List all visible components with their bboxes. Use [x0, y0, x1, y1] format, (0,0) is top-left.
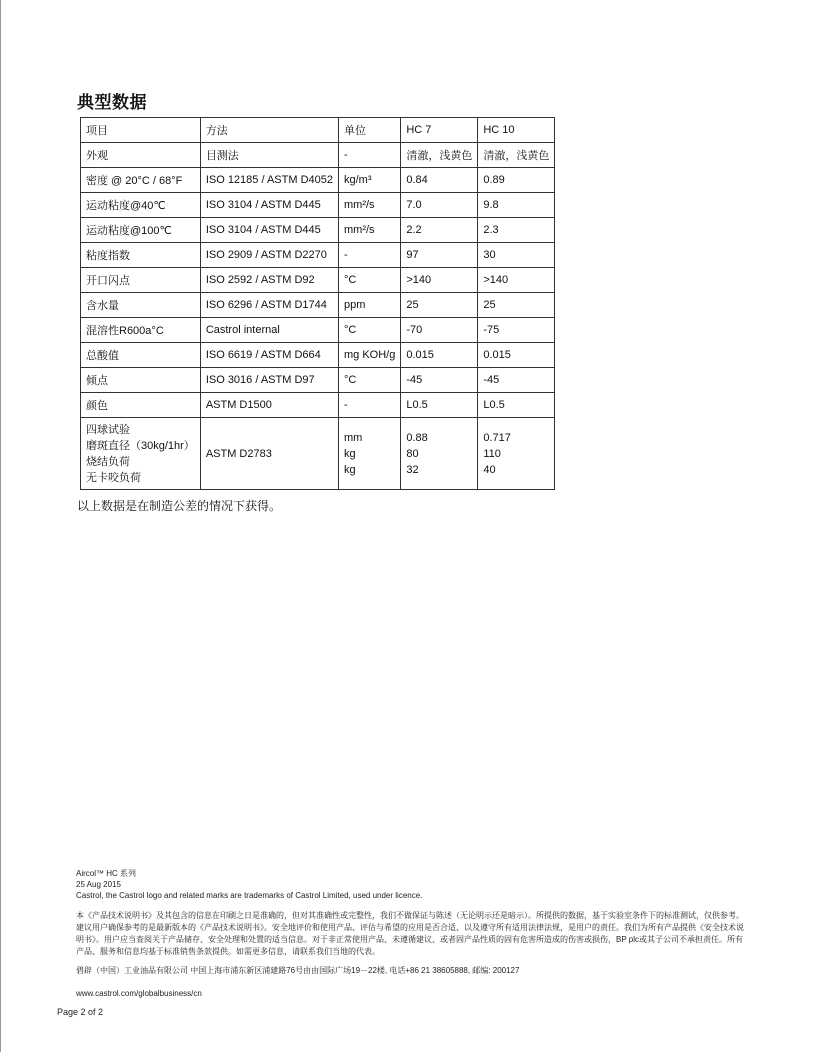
- four-ball-hc10-value: 110: [483, 447, 501, 460]
- row-property: 混溶性R600a°C: [81, 318, 201, 343]
- row-hc7: >140: [401, 268, 478, 293]
- table-row: [81, 343, 555, 368]
- header-cell-unit: 单位: [339, 118, 401, 143]
- tolerance-note: 以上数据是在制造公差的情况下获得。: [77, 499, 282, 513]
- table-row: [81, 368, 555, 393]
- row-unit: mm²/s: [339, 218, 401, 243]
- row-unit: -: [339, 243, 401, 268]
- row-method: ISO 3104 / ASTM D445: [200, 193, 338, 218]
- row-hc7: 0.84: [401, 168, 478, 193]
- row-hc7: -70: [401, 318, 478, 343]
- four-ball-hc7-value: 0.88: [406, 431, 428, 444]
- four-ball-hc10-value: 0.717: [483, 431, 511, 444]
- row-property: 粘度指数: [81, 243, 201, 268]
- row-unit: kg/m³: [339, 168, 401, 193]
- row-property: 总酸值: [81, 343, 201, 368]
- row-method: ASTM D1500: [200, 393, 338, 418]
- four-ball-test-row: [81, 418, 555, 490]
- row-method: ISO 3016 / ASTM D97: [200, 368, 338, 393]
- header-cell-hc7: HC 7: [401, 118, 478, 143]
- table-header-row: [81, 118, 555, 143]
- table-row: [81, 143, 555, 168]
- header-cell-hc10: HC 10: [478, 118, 555, 143]
- row-unit: °C: [339, 368, 401, 393]
- four-ball-item: 磨斑直径（30kg/1hr）: [86, 439, 195, 452]
- four-ball-properties: [81, 418, 201, 490]
- row-hc7: L0.5: [401, 393, 478, 418]
- footer-date: 25 Aug 2015: [76, 880, 121, 889]
- row-property: 密度 @ 20°C / 68°F: [81, 168, 201, 193]
- row-hc10: 清澈，浅黄色: [478, 143, 555, 168]
- four-ball-hc7-value: 80: [406, 447, 419, 460]
- table-row: [81, 218, 555, 243]
- row-hc10: -45: [478, 368, 555, 393]
- four-ball-hc7: [401, 418, 478, 490]
- footer-address: 碧辟（中国）工业油品有限公司 中国上海市浦东新区浦建路76号由由国际广场19－22楼, 电话+86 21 38605888, 邮编: 200127: [76, 966, 520, 975]
- table-row: [81, 168, 555, 193]
- four-ball-hc7-value: 32: [406, 463, 419, 476]
- four-ball-item: 无卡咬负荷: [86, 471, 141, 484]
- row-method: ISO 2592 / ASTM D92: [200, 268, 338, 293]
- table-row: [81, 243, 555, 268]
- row-property: 外观: [81, 143, 201, 168]
- four-ball-unit: kg: [344, 463, 356, 476]
- page-left-edge: [0, 0, 1, 1052]
- row-hc7: 2.2: [401, 218, 478, 243]
- row-unit: ppm: [339, 293, 401, 318]
- row-hc7: 97: [401, 243, 478, 268]
- header-cell-method: 方法: [200, 118, 338, 143]
- row-hc7: 0.015: [401, 343, 478, 368]
- table-row: [81, 268, 555, 293]
- four-ball-unit: mm: [344, 431, 363, 444]
- row-method: 目测法: [200, 143, 338, 168]
- row-unit: mm²/s: [339, 193, 401, 218]
- header-cell-item: 项目: [81, 118, 201, 143]
- footer-website-link[interactable]: www.castrol.com/globalbusiness/cn: [76, 989, 202, 998]
- four-ball-hc10: [478, 418, 555, 490]
- row-hc10: 25: [478, 293, 555, 318]
- four-ball-unit: kg: [344, 447, 356, 460]
- row-hc10: L0.5: [478, 393, 555, 418]
- row-unit: °C: [339, 318, 401, 343]
- four-ball-method: ASTM D2783: [200, 418, 338, 490]
- row-hc7: -45: [401, 368, 478, 393]
- table-row: [81, 393, 555, 418]
- row-property: 运动粘度@100℃: [81, 218, 201, 243]
- row-hc10: 0.015: [478, 343, 555, 368]
- four-ball-item: 烧结负荷: [86, 455, 130, 468]
- row-unit: mg KOH/g: [339, 343, 401, 368]
- table-row: [81, 318, 555, 343]
- table-row: [81, 293, 555, 318]
- row-unit: °C: [339, 268, 401, 293]
- row-property: 运动粘度@40℃: [81, 193, 201, 218]
- section-heading: 典型数据: [77, 93, 147, 113]
- row-hc7: 清澈，浅黄色: [401, 143, 478, 168]
- footer-disclaimer: 本《产品技术说明书》及其包含的信息在印刷之日是准确的，但对其准确性或完整性，我们不做保证与陈述（无论明示还是暗示）。所提供的数据，基于实验室条件下的标准测试，仅供参考。建议用户确保参考的是最新版本的《产品技术说明书》。安全地评价和使用产品、评估与希望的应用是否合适、以及遵守所有适用法律法规，是用户的责任。我们为所有产品提供《安全技术说明书》。用户应当查阅关于产品储存、安全处理和处置的适当信息。对于非正常使用产品、未遵循建议、或者固产品性质的固有危害所造成的伤害或损伤，BP plc或其子公司不承担责任。所有产品、服务和信息均基于标准销售条款提供。如需更多信息，请联系我们当地的代表。: [76, 911, 744, 956]
- row-method: ISO 6619 / ASTM D664: [200, 343, 338, 368]
- row-hc10: >140: [478, 268, 555, 293]
- row-method: ISO 2909 / ASTM D2270: [200, 243, 338, 268]
- row-method: ISO 6296 / ASTM D1744: [200, 293, 338, 318]
- row-hc10: 9.8: [478, 193, 555, 218]
- page-number: Page 2 of 2: [57, 1007, 104, 1017]
- table-row: [81, 193, 555, 218]
- row-unit: -: [339, 393, 401, 418]
- row-method: ISO 12185 / ASTM D4052: [200, 168, 338, 193]
- row-hc7: 25: [401, 293, 478, 318]
- four-ball-title: 四球试验: [86, 423, 130, 436]
- row-property: 开口闪点: [81, 268, 201, 293]
- four-ball-hc10-value: 40: [483, 463, 496, 476]
- row-hc10: 2.3: [478, 218, 555, 243]
- row-method: Castrol internal: [200, 318, 338, 343]
- row-property: 颜色: [81, 393, 201, 418]
- typical-data-table: [80, 117, 555, 490]
- footer-product-name: Aircol™ HC 系列: [76, 869, 137, 878]
- row-hc7: 7.0: [401, 193, 478, 218]
- row-property: 含水量: [81, 293, 201, 318]
- row-hc10: -75: [478, 318, 555, 343]
- row-hc10: 0.89: [478, 168, 555, 193]
- four-ball-units: [339, 418, 401, 490]
- footer-trademark: Castrol, the Castrol logo and related marks are trademarks of Castrol Limited, used under licence.: [76, 891, 423, 900]
- row-property: 倾点: [81, 368, 201, 393]
- row-unit: -: [339, 143, 401, 168]
- row-hc10: 30: [478, 243, 555, 268]
- row-method: ISO 3104 / ASTM D445: [200, 218, 338, 243]
